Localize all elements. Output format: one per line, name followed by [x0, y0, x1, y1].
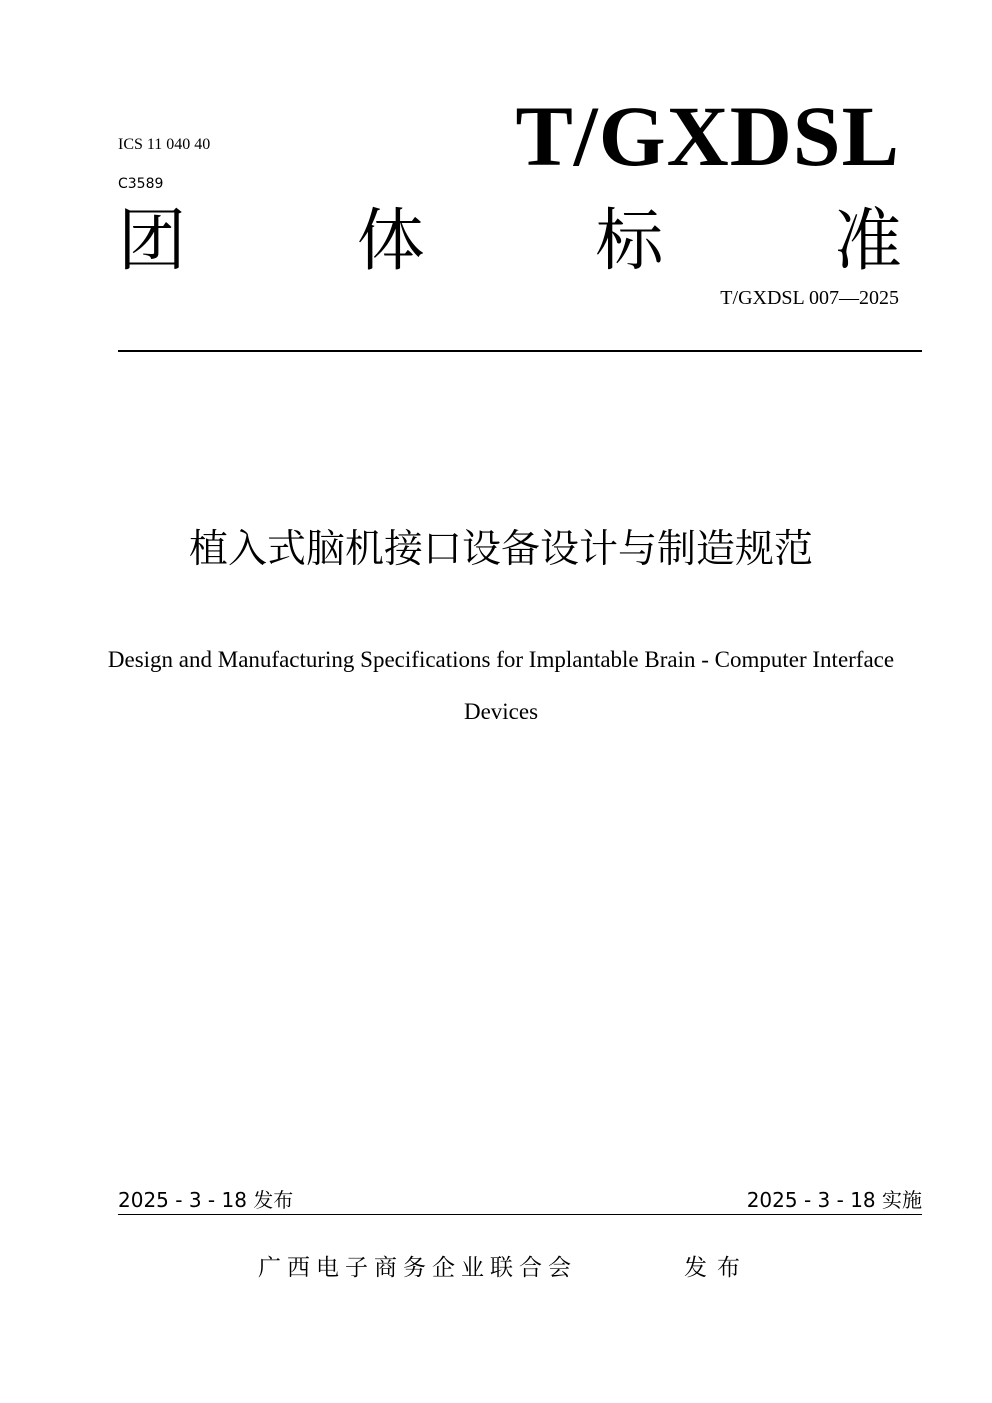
footer-divider: [118, 1214, 922, 1215]
publish-date: 2025 - 3 - 18 发布: [118, 1188, 294, 1212]
standard-number: T/GXDSL 007—2025: [720, 287, 899, 309]
document-title-english: [96, 634, 906, 738]
standard-type-char: 团: [118, 202, 187, 281]
document-title-chinese: 植入式脑机接口设备设计与制造规范: [188, 527, 813, 572]
english-title-line-2: Devices: [463, 699, 539, 724]
ccs-code: C3589: [118, 176, 164, 192]
standard-type-heading: [118, 200, 902, 284]
publish-label: 发布: [684, 1255, 750, 1281]
implement-date: 2025 - 3 - 18 实施: [746, 1188, 922, 1212]
publisher-name: 广西电子商务企业联合会: [258, 1255, 577, 1281]
standard-logo: T/GXDSL: [515, 88, 900, 184]
standard-type-char: 体: [356, 202, 425, 281]
standard-type-char: 准: [833, 202, 902, 281]
english-title-line-1: Design and Manufacturing Specifications for Implantable Brain - Computer Interface: [107, 647, 895, 672]
header-divider: [118, 350, 922, 352]
standard-type-char: 标: [595, 202, 664, 281]
ics-code: ICS 11 040 40: [118, 136, 211, 153]
